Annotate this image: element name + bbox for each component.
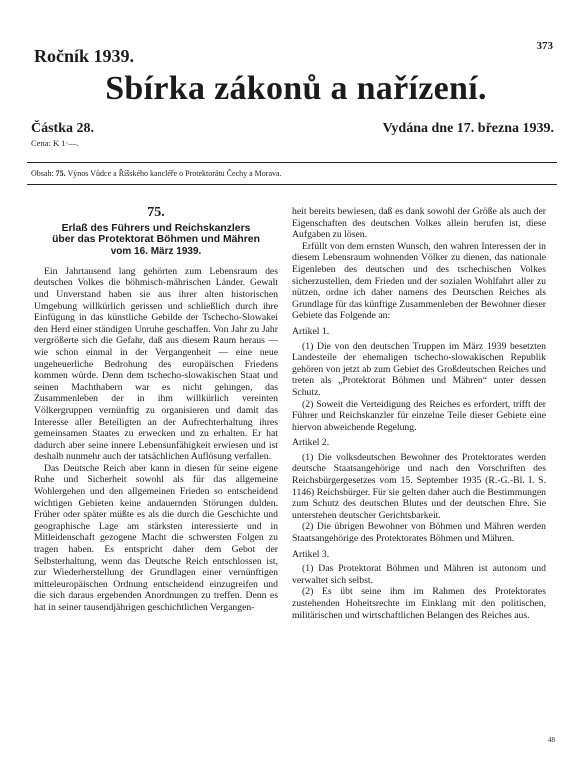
divider-top bbox=[27, 162, 557, 163]
publication-title: Sbírka zákonů a nařízení. bbox=[105, 70, 487, 107]
decree-date: vom 16. März 1939. bbox=[110, 246, 202, 258]
body-paragraph: Ein Jahrtausend lang gehörten zum Lebensraum des deutschen Volkes die böhmisch-mährischen Länder. Gewalt und Unverstand haben sie aus ihrer alten historischen Umgebung willkürlich gerissen und schließlich durch ihre Einfügung in das künstliche Gebilde der Tschecho-Slowakei den Herd einer ständigen Unruhe geschaffen. Von Jahr zu Jahr vergrößerte sich die Gefahr, daß aus diesem Raum heraus — wie schon einmal in der Vergangenheit — eine neue ungeheuerliche Bedrohung des europäischen Friedens kommen würde. Denn dem tschecho-slowakischen Staat und seinen Machthabern war es nicht gelungen, das Zusammenleben der in ihm willkürlich vereinten Völkergruppen vernünftig zu organisieren und damit das Interesse aller Beteiligten an der Aufrechterhaltung ihres gemeinsamen Staates zu erwecken und zu erhalten. Er hat dadurch aber seine innere Lebensunfähigkeit erwiesen und ist deshalb nunmehr auch der tatsächlichen Auflösung verfallen. bbox=[34, 265, 278, 463]
decree-number: 75. bbox=[147, 205, 165, 220]
body-paragraph: (1) Das Protektorat Böhmen und Mähren ist autonom und verwaltet sich selbst. bbox=[292, 563, 546, 586]
decree-heading-line: über das Protektorat Böhmen und Mähren bbox=[52, 234, 260, 246]
body-paragraph: heit bereits bewiesen, daß es dank sowohl der Größe als auch der Eigenschaften des deutschen Volkes allein berufen ist, diese Aufgaben zu lösen. bbox=[292, 206, 546, 241]
article-heading: Artikel 1. bbox=[292, 325, 330, 337]
divider-bottom bbox=[27, 184, 557, 185]
body-paragraph: (2) Die übrigen Bewohner von Böhmen und Mähren werden Staatsangehörige des Protektorates Böhmen und Mähren. bbox=[292, 521, 546, 545]
issue-price: Cena: K 1·—. bbox=[31, 138, 79, 148]
contents-text: Výnos Vůdce a Říšského kancléře o Protektorátu Čechy a Morava. bbox=[67, 169, 282, 178]
body-paragraph: (1) Die von den deutschen Truppen im März 1939 besetzten Landesteile der ehemaligen tschecho-slowakischen Republik gehören von jetzt ab zum Gebiet des Großdeutschen Reiches und treten als „Protektorat Böhmen und Mähren“ unter dessen Schutz. bbox=[292, 340, 546, 398]
body-paragraph: (2) Soweit die Verteidigung des Reiches es erfordert, trifft der Führer und Reichskanzler für einzelne Teile dieser Gebiete eine hiervon abweichende Regelung. bbox=[292, 398, 546, 433]
body-paragraph: (1) Die volksdeutschen Bewohner des Protektorates werden deutsche Staatsangehörige und nach den Vorschriften des Reichsbürgergesetzes vom 15. September 1935 (R.-G.-Bl. I. S. 1146) Reichsbürger. Für sie gelten daher auch die Bestimmungen zum Schutz des deutschen Blutes und der deutschen Ehre. Sie unterstehen deutscher Gerichtsbarkeit. bbox=[292, 451, 546, 521]
right-column bbox=[292, 206, 546, 621]
decree-heading-line: Erlaß des Führers und Reichskanzlers bbox=[61, 222, 251, 234]
article-heading: Artikel 2. bbox=[292, 437, 330, 449]
volume-year: Ročník 1939. bbox=[34, 46, 135, 66]
article-heading: Artikel 3. bbox=[292, 548, 330, 560]
page-number: 373 bbox=[536, 40, 553, 52]
contents-number: 75. bbox=[55, 169, 66, 178]
body-paragraph: (2) Es übt seine ihm im Rahmen des Protektorates zustehenden Hoheitsrechte im Einklang mit den politischen, militärischen und wirtschaftlichen Belangen des Reiches aus. bbox=[292, 586, 546, 621]
issue-part: Částka 28. bbox=[31, 121, 95, 136]
body-paragraph: Erfüllt von dem ernsten Wunsch, den wahren Interessen der in diesem Lebensraum wohnenden Völker zu dienen, das nationale Eigenleben des deutschen und des tschechischen Volkes sicherzustellen, dem Frieden und der sozialen Wohlfahrt aller zu nützen, ordne ich daher namens des Deutschen Reiches als Grundlage für das künftige Zusammenleben der Bewohner dieser Gebiete das Folgende an: bbox=[292, 240, 546, 322]
left-column bbox=[34, 206, 278, 614]
issue-date: Vydána dne 17. března 1939. bbox=[382, 121, 554, 136]
body-paragraph: Das Deutsche Reich aber kann in diesen für seine eigene Ruhe und Sicherheit sowohl als für das allgemeine Wohlergehen und den allgemeinen Frieden so entscheidend wichtigen Gebieten keine andauernden Störungen dulden. Früher oder später müßte es als die durch die Geschichte und geographische Lage am stärksten interessierte und in Mitleidenschaft gezogene Macht die schwersten Folgen zu tragen haben. Es entspricht daher dem Gebot der Selbsterhaltung, wenn das Deutsche Reich entschlossen ist, zur Wiederherstellung der Grundlagen einer vernünftigen mitteleuropäischen Ordnung entscheidend einzugreifen und die sich daraus ergebenden Anordnungen zu treffen. Denn es hat in seiner tausendjährigen geschichtlichen Vergangen- bbox=[34, 462, 278, 613]
contents-label: Obsah: bbox=[31, 169, 54, 178]
signature-mark: 48 bbox=[548, 736, 555, 744]
contents-line bbox=[31, 169, 282, 178]
